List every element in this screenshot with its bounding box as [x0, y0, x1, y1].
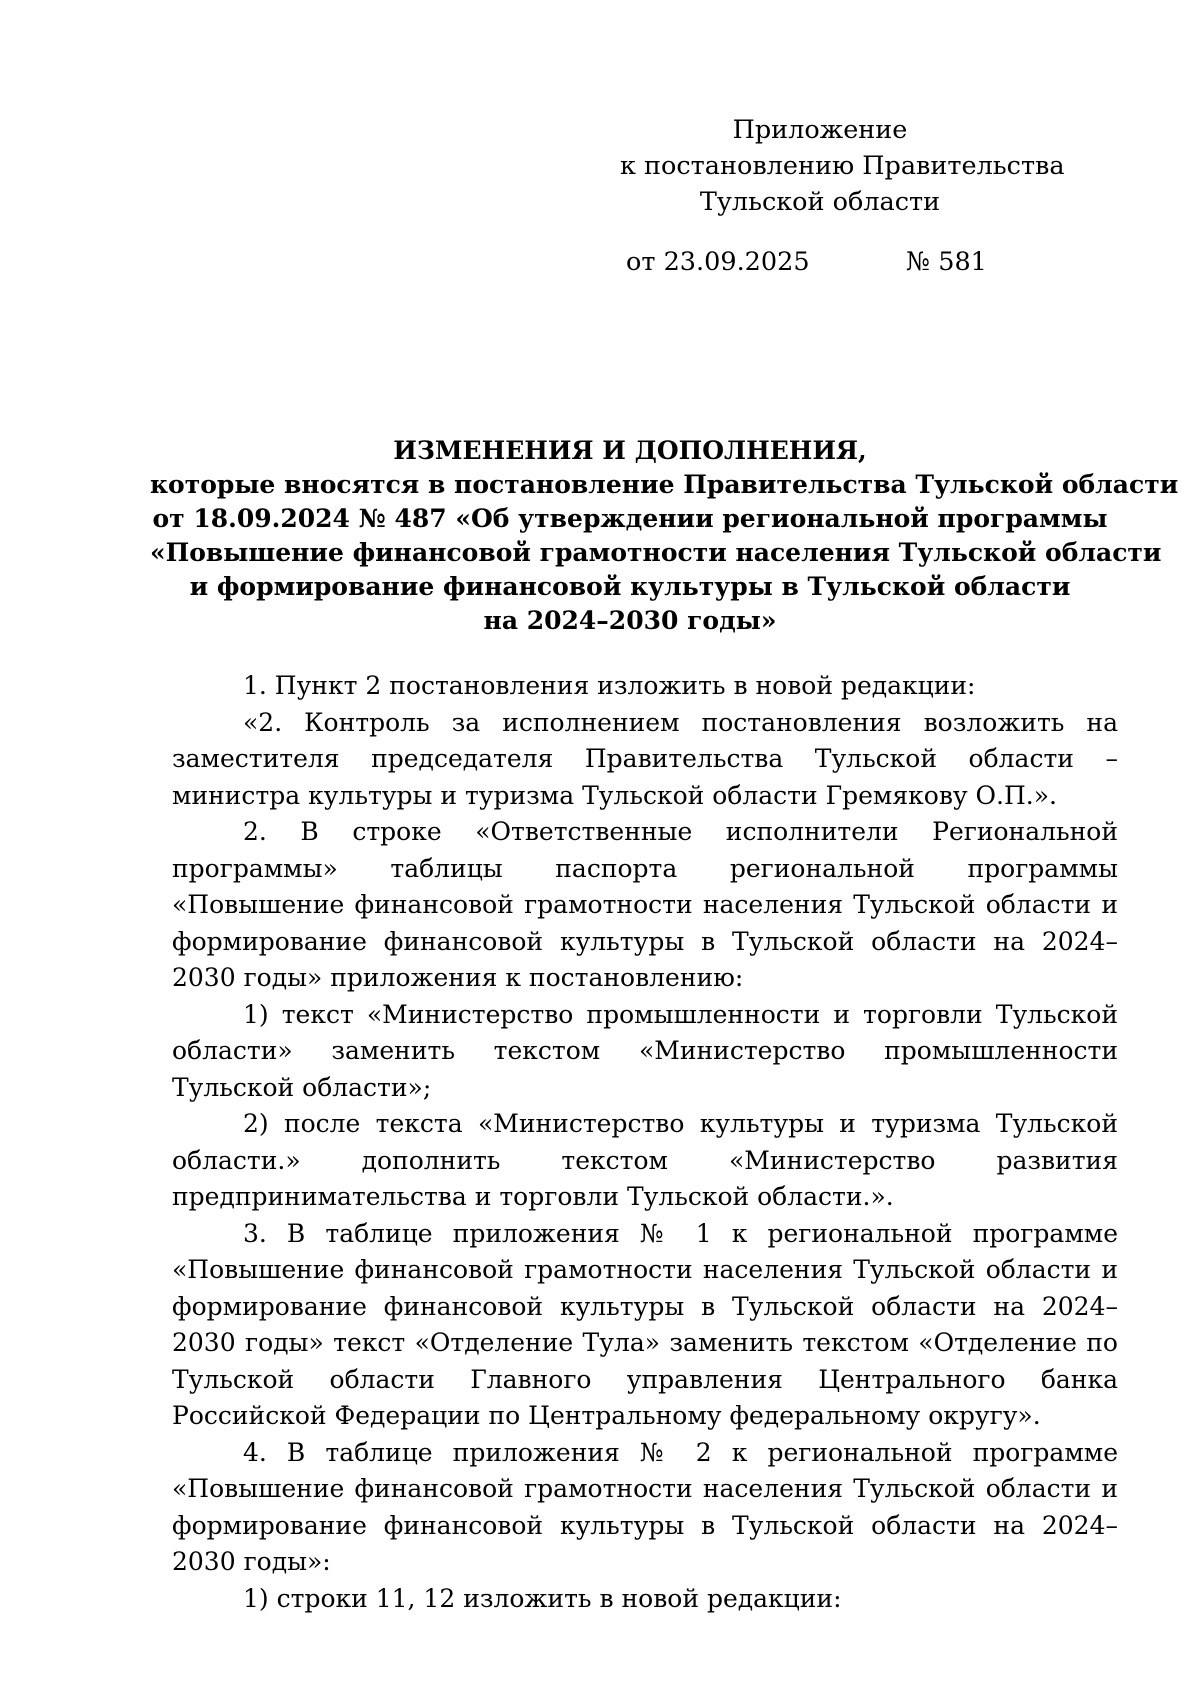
heading-line-4: «Повышение финансовой грамотности населения Тульской области	[150, 538, 1162, 567]
heading-line-6: на 2024–2030 годы»	[483, 606, 777, 635]
appendix-line-1: Приложение	[732, 115, 908, 145]
document-body	[172, 668, 1118, 1617]
resolution-date: от 23.09.2025	[626, 247, 810, 277]
resolution-date-number	[626, 244, 1006, 280]
heading-line-1: ИЗМЕНЕНИЯ И ДОПОЛНЕНИЯ,	[393, 436, 867, 465]
document-heading	[150, 434, 1179, 638]
heading-line-2: которые вносятся в постановление Правительства Тульской области	[150, 470, 1179, 499]
paragraph-2: «2. Контроль за исполнением постановления возложить на заместителя председателя Правительства Тульской области – министра культуры и туризма Тульской области Гремякову О.П.».	[172, 707, 1118, 810]
paragraph-5: 2) после текста «Министерство культуры и туризма Тульской области.» дополнить текстом «Министерство развития предпринимательства и торговли Тульской области.».	[172, 1109, 1118, 1211]
paragraph-1: 1. Пункт 2 постановления изложить в новой редакции:	[243, 671, 976, 700]
paragraph-3: 2. В строке «Ответственные исполнители Региональной программы» таблицы паспорта региональной программы «Повышение финансовой грамотности населения Тульской области и формирование финансовой культуры в Тульской области на 2024–2030 годы» приложения к постановлению:	[172, 817, 1118, 992]
appendix-line-2: к постановлению Правительства	[620, 151, 1065, 181]
paragraph-4: 1) текст «Министерство промышленности и торговли Тульской области» заменить текстом «Министерство промышленности Тульской области»;	[172, 999, 1118, 1102]
appendix-header	[620, 112, 1065, 220]
paragraph-6: 3. В таблице приложения № 1 к региональной программе «Повышение финансовой грамотности населения Тульской области и формирование финансовой культуры в Тульской области на 2024–2030 годы» текст «Отделение Тула» заменить текстом «Отделение по Тульской области Главного управления Центрального банка Российской Федерации по Центральному федеральному округу».	[172, 1218, 1118, 1430]
appendix-line-3: Тульской области	[699, 187, 941, 217]
heading-line-3: от 18.09.2024 № 487 «Об утверждении региональной программы	[152, 504, 1108, 533]
resolution-number: № 581	[906, 247, 987, 277]
paragraph-7: 4. В таблице приложения № 2 к региональной программе «Повышение финансовой грамотности населения Тульской области и формирование финансовой культуры в Тульской области на 2024–2030 годы»:	[172, 1437, 1118, 1576]
heading-line-5: и формирование финансовой культуры в Тульской области	[189, 572, 1071, 601]
paragraph-8: 1) строки 11, 12 изложить в новой редакции:	[243, 1583, 842, 1613]
